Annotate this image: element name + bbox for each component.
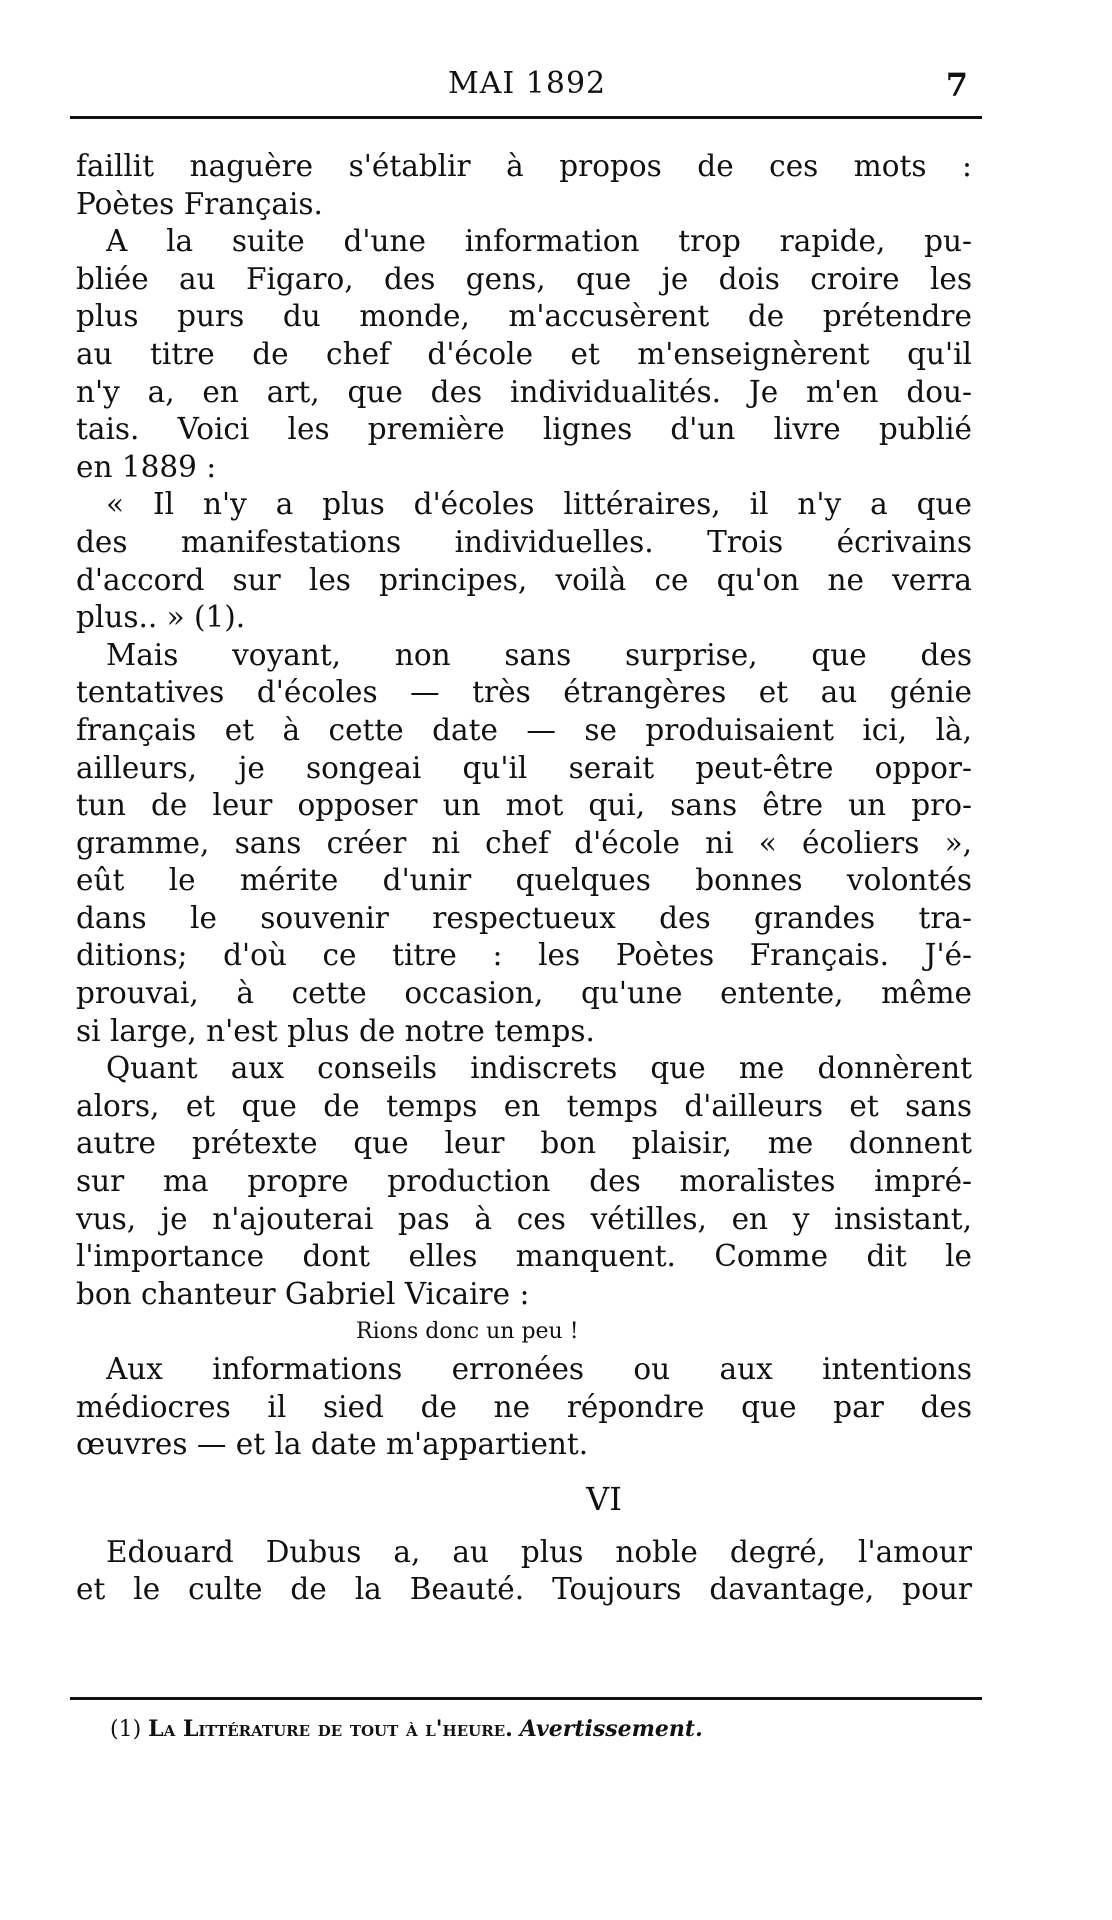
text-line: en 1889 : xyxy=(76,449,217,484)
text-line: dans le souvenir respectueux des grandes tra- xyxy=(76,900,972,935)
text-line: Quant aux conseils indiscrets que me donnèrent xyxy=(106,1051,972,1086)
text-line: alors, et que de temps en temps d'ailleurs et sans xyxy=(76,1088,972,1123)
text-line: n'y a, en art, que des individualités. Je m'en dou- xyxy=(76,374,972,409)
text-line: tentatives d'écoles — très étrangères et au génie xyxy=(76,675,972,710)
footnote-work-title: La Littérature de tout à l'heure. xyxy=(148,1716,513,1742)
text-line: et le culte de la Beauté. Toujours davantage, pour xyxy=(76,1572,972,1607)
text-line: Poètes Français. xyxy=(76,186,323,221)
running-header xyxy=(78,60,978,116)
text-line: Edouard Dubus a, au plus noble degré, l'amour xyxy=(106,1534,972,1569)
footnote-marker: (1) xyxy=(110,1717,142,1742)
body-text xyxy=(76,148,972,1609)
text-line: bon chanteur Gabriel Vicaire : xyxy=(76,1276,530,1311)
text-line: médiocres il sied de ne répondre que par des xyxy=(76,1389,972,1424)
text-line: au titre de chef d'école et m'enseignèrent qu'il xyxy=(76,336,972,371)
footnote xyxy=(110,1716,703,1742)
text-line: prouvai, à cette occasion, qu'une entente, même xyxy=(76,976,972,1011)
text-line: sur ma propre production des moralistes impré- xyxy=(76,1164,972,1199)
text-line: bliée au Figaro, des gens, que je dois croire les xyxy=(76,261,972,296)
running-title: MAI 1892 xyxy=(448,66,607,101)
text-line: A la suite d'une information trop rapide, pu- xyxy=(106,224,972,259)
text-line: d'accord sur les principes, voilà ce qu'on ne verra xyxy=(76,562,972,597)
text-line: Mais voyant, non sans surprise, que des xyxy=(106,637,972,672)
text-line: autre prétexte que leur bon plaisir, me donnent xyxy=(76,1126,972,1161)
text-line: Aux informations erronées ou aux intentions xyxy=(106,1352,972,1386)
text-line: vus, je n'ajouterai pas à ces vétilles, en y insistant, xyxy=(76,1201,972,1236)
footnote-section: Avertissement. xyxy=(519,1716,703,1742)
text-line: si large, n'est plus de notre temps. xyxy=(76,1013,595,1048)
text-line: eût le mérite d'unir quelques bonnes volontés xyxy=(76,863,972,898)
header-rule xyxy=(70,116,982,119)
text-line: plus purs du monde, m'accusèrent de prétendre xyxy=(76,299,972,334)
text-line: français et à cette date — se produisaient ici, là, xyxy=(76,712,972,747)
text-line: gramme, sans créer ni chef d'école ni « écoliers », xyxy=(76,825,972,860)
text-line: l'importance dont elles manquent. Comme dit le xyxy=(76,1239,972,1274)
page-number: 7 xyxy=(945,66,968,104)
verse-quote: Rions donc un peu ! xyxy=(356,1319,579,1345)
text-line: plus.. » (1). xyxy=(76,600,246,635)
footnote-rule xyxy=(70,1697,982,1700)
text-line: « Il n'y a plus d'écoles littéraires, il n'y a que xyxy=(106,487,972,522)
section-heading: VI xyxy=(586,1479,622,1518)
text-line: des manifestations individuelles. Trois écrivains xyxy=(76,524,972,559)
text-line: ailleurs, je songeai qu'il serait peut-être oppor- xyxy=(76,750,972,785)
text-line: tais. Voici les première lignes d'un livre publié xyxy=(76,412,972,447)
text-line: ditions; d'où ce titre : les Poètes Français. J'é- xyxy=(76,938,972,973)
text-line: tun de leur opposer un mot qui, sans être un pro- xyxy=(76,788,972,823)
text-line: œuvres — et la date m'appartient. xyxy=(76,1427,589,1462)
text-line: faillit naguère s'établir à propos de ces mots : xyxy=(76,149,972,183)
